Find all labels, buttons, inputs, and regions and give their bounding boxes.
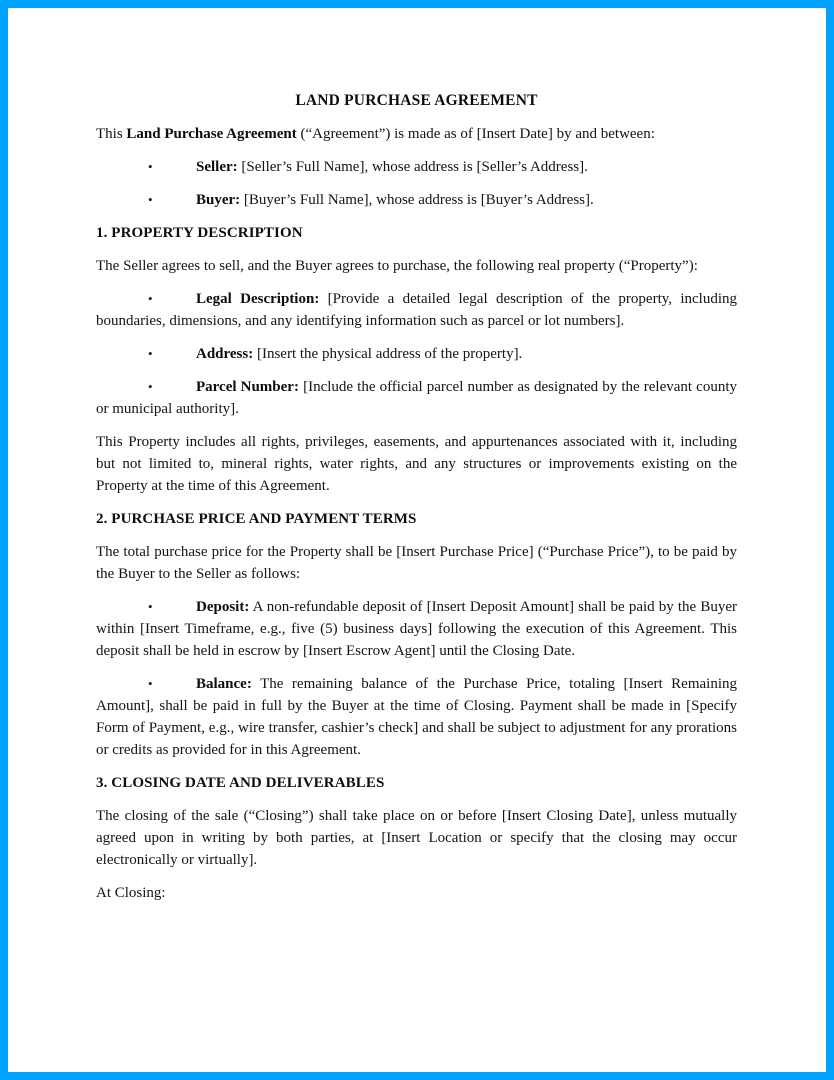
party-label-buyer: Buyer:	[196, 192, 241, 208]
bullet-icon: •	[148, 159, 153, 174]
party-bullet-seller	[96, 156, 737, 178]
section-2-bullet-deposit	[96, 596, 737, 662]
party-text-buyer: [Buyer’s Full Name], whose address is [Buyer’s Address].	[240, 192, 594, 208]
section-1-intro: The Seller agrees to sell, and the Buyer agrees to purchase, the following real property (“Property”):	[96, 258, 698, 274]
bullet-text-legal-description: [Provide a detailed legal description of the property, including boundaries, dimensions, and any identifying information such as parcel or lot numbers].	[96, 291, 737, 329]
bullet-label-balance: Balance:	[196, 676, 252, 692]
section-3-closing-paragraph: At Closing:	[96, 885, 166, 901]
intro-agreement-term: Land Purchase Agreement	[126, 126, 297, 142]
section-1-bullet-parcel-number	[96, 376, 737, 420]
document-body	[96, 90, 737, 1050]
bullet-icon: •	[148, 599, 153, 614]
bullet-text-parcel-number: [Include the official parcel number as designated by the relevant county or municipal authority].	[96, 379, 737, 417]
bullet-label-address: Address:	[196, 346, 254, 362]
bullet-label-deposit: Deposit:	[196, 599, 250, 615]
bullet-icon: •	[148, 346, 153, 361]
party-text-seller: [Seller’s Full Name], whose address is [Seller’s Address].	[237, 159, 588, 175]
bullet-icon: •	[148, 379, 153, 394]
document-title: LAND PURCHASE AGREEMENT	[295, 92, 538, 109]
party-label-seller: Seller:	[196, 159, 238, 175]
party-bullet-buyer	[96, 189, 737, 211]
bullet-label-legal-description: Legal Description:	[196, 291, 320, 307]
intro-paragraph	[96, 123, 737, 145]
bullet-icon: •	[148, 676, 153, 691]
bullet-icon: •	[148, 291, 153, 306]
section-1-closing-paragraph: This Property includes all rights, privileges, easements, and appurtenances associated with it, including but not limited to, mineral rights, water rights, and any structures or improvements existing on the Property at the time of this Agreement.	[96, 434, 737, 494]
section-heading-1: 1. PROPERTY DESCRIPTION	[96, 225, 303, 241]
section-1-bullet-legal-description	[96, 288, 737, 332]
section-heading-3: 3. CLOSING DATE AND DELIVERABLES	[96, 775, 385, 791]
intro-lead: This	[96, 126, 127, 142]
bullet-text-deposit: A non-refundable deposit of [Insert Deposit Amount] shall be paid by the Buyer within [Insert Timeframe, e.g., five (5) business days] following the execution of this Agreement. This deposit shall be held in escrow by [Insert Escrow Agent] until the Closing Date.	[96, 599, 737, 659]
section-heading-2: 2. PURCHASE PRICE AND PAYMENT TERMS	[96, 511, 417, 527]
bullet-text-address: [Insert the physical address of the property].	[253, 346, 523, 362]
bullet-icon: •	[148, 192, 153, 207]
section-1-bullet-address	[96, 343, 737, 365]
intro-rest: (“Agreement”) is made as of [Insert Date] by and between:	[296, 126, 655, 142]
section-2-bullet-balance	[96, 673, 737, 761]
bullet-text-balance: The remaining balance of the Purchase Price, totaling [Insert Remaining Amount], shall be paid in full by the Buyer at the time of Closing. Payment shall be made in [Specify Form of Payment, e.g., wire transfer, cashier’s check] and shall be subject to adjustment for any prorations or credits as provided for in this Agreement.	[96, 676, 737, 758]
bullet-label-parcel-number: Parcel Number:	[196, 379, 299, 395]
section-2-intro: The total purchase price for the Property shall be [Insert Purchase Price] (“Purchase Price”), to be paid by the Buyer to the Seller as follows:	[96, 544, 737, 582]
section-3-intro: The closing of the sale (“Closing”) shall take place on or before [Insert Closing Date], unless mutually agreed upon in writing by both parties, at [Insert Location or specify that the closing may occur electronically or virtually].	[96, 808, 737, 868]
